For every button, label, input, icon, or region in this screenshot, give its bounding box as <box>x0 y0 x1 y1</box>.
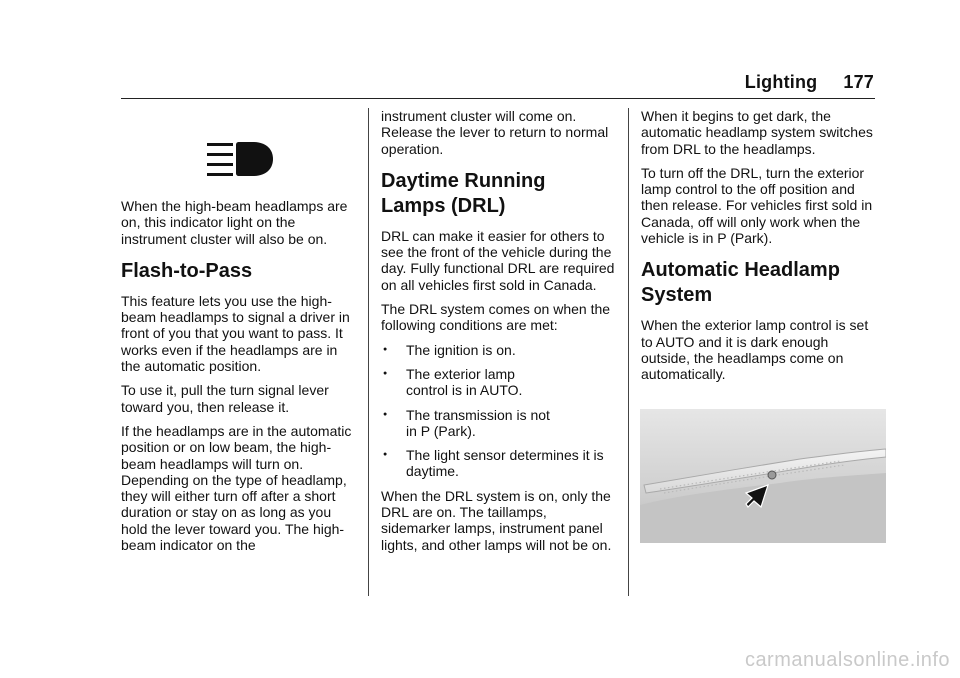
paragraph: To turn off the DRL, turn the exterior lamp control to the off position and then release. For vehicles first sold in Canada, off will only work when the vehicle is in P (Park). <box>641 164 873 247</box>
page-header <box>745 72 874 93</box>
icon-container <box>121 108 359 198</box>
paragraph: To use it, pull the turn signal lever toward you, then release it. <box>121 382 329 415</box>
paragraph: The DRL system comes on when the following conditions are met: <box>381 301 611 334</box>
high-beam-indicator-icon <box>207 138 277 182</box>
bullet-marker: ● <box>383 451 388 459</box>
paragraph: instrument cluster will come on. Release the lever to return to normal operation. <box>381 108 609 157</box>
bullet-marker: ● <box>383 345 388 353</box>
list-item <box>381 407 619 440</box>
list-item-text: The exterior lamp control is in AUTO. <box>406 365 523 399</box>
column-divider <box>628 108 629 596</box>
header-rule <box>121 98 875 99</box>
column-divider <box>368 108 369 596</box>
column-2 <box>381 108 619 561</box>
section-title: Lighting <box>744 72 818 92</box>
list-item <box>381 342 619 358</box>
section-heading: Automatic Headlamp System <box>641 259 840 307</box>
watermark: carmanualsonline.info <box>744 649 950 671</box>
list-item <box>381 447 619 480</box>
paragraph: This feature lets you use the high-beam headlamps to signal a driver in front of you that you want to pass. It works even if the headlamps are in the automatic position. <box>121 292 350 375</box>
paragraph: When the exterior lamp control is set to AUTO and it is dark enough outside, the headlamps come on automatically. <box>641 317 869 383</box>
section-heading: Daytime Running Lamps (DRL) <box>381 169 546 217</box>
dashboard-light-sensor-photo <box>640 409 886 543</box>
paragraph: If the headlamps are in the automatic position or on low beam, the high-beam headlamps will turn on. Depending on the type of headlamp, they will either turn off after a short duration or stay on as long as you hold the lever toward you. The high-beam indicator on the <box>121 422 352 554</box>
column-1 <box>121 108 359 561</box>
page-number: 177 <box>843 72 874 92</box>
bullet-marker: ● <box>383 369 388 377</box>
paragraph: DRL can make it easier for others to see the front of the vehicle during the day. Fully functional DRL are required on all vehicles first sold in Canada. <box>381 227 615 293</box>
bullet-marker: ● <box>383 410 388 418</box>
list-item-text: The transmission is not in P (Park). <box>406 406 550 439</box>
paragraph: When the high-beam headlamps are on, this indicator light on the instrument cluster will also be on. <box>121 198 348 247</box>
list-item-text: The ignition is on. <box>406 341 516 358</box>
column-3 <box>641 108 877 543</box>
section-heading: Flash-to-Pass <box>121 259 253 282</box>
paragraph: When the DRL system is on, only the DRL are on. The taillamps, sidemarker lamps, instrument panel lights, and other lamps will not be on. <box>381 487 612 553</box>
paragraph: When it begins to get dark, the automatic headlamp system switches from DRL to the headlamps. <box>641 108 873 157</box>
list-item-text: The light sensor determines it is daytime. <box>406 447 604 480</box>
list-item <box>381 366 619 399</box>
